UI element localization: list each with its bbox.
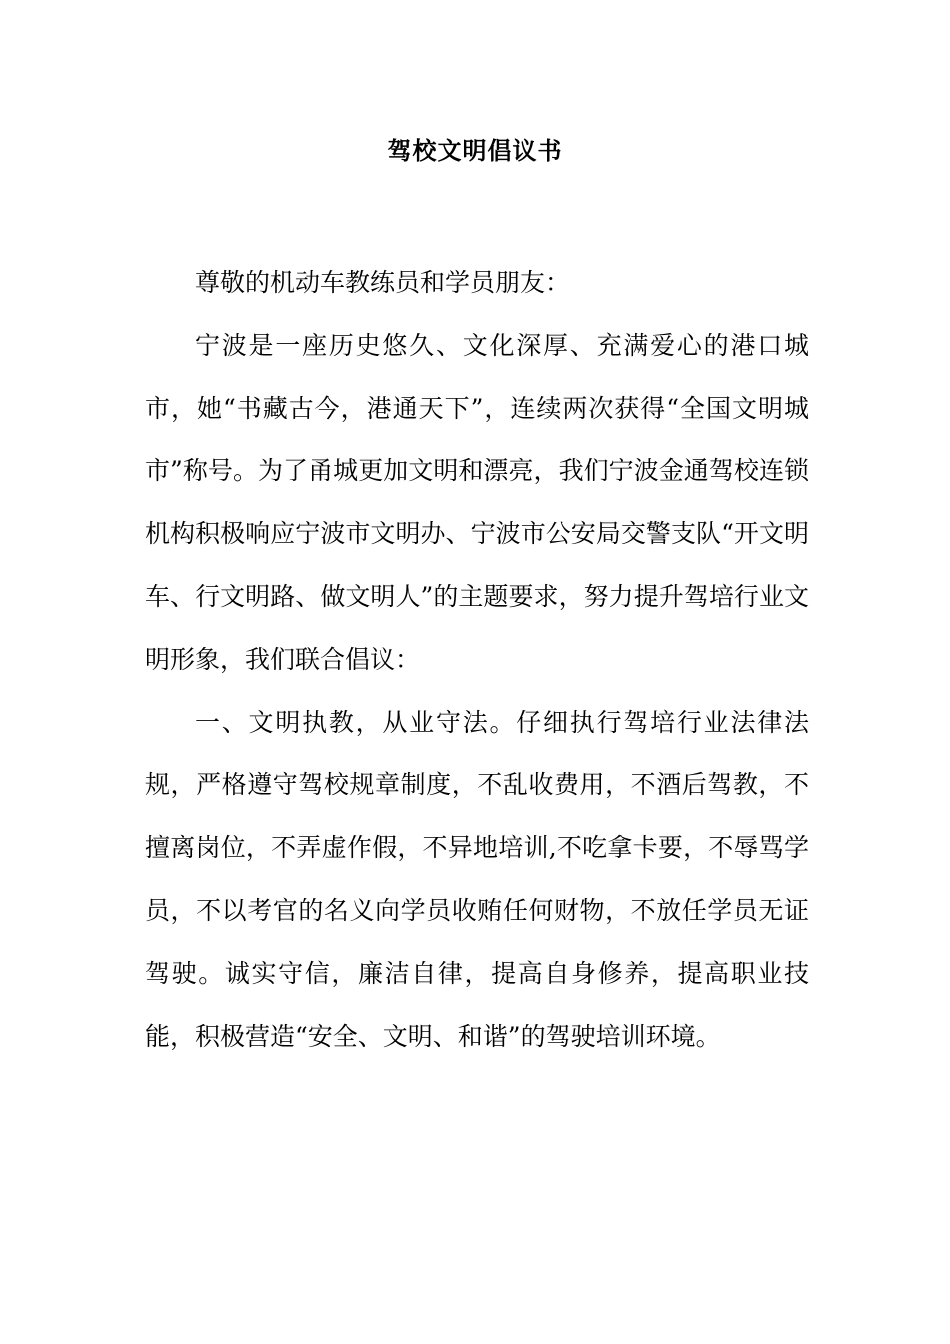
document-title: 驾校文明倡议书: [387, 136, 563, 165]
document-body: [145, 252, 809, 1068]
salutation: 尊敬的机动车教练员和学员朋友：: [195, 268, 571, 297]
paragraph-intro: 宁波是一座历史悠久、文化深厚、充满爱心的港口城市，她“书藏古今，港通天下”，连续两次获得“全国文明城市”称号。为了甬城更加文明和漂亮，我们宁波金通驾校连锁机构积极响应宁波市文明办、宁波市公安局交警支队“开文明车、行文明路、做文明人”的主题要求，努力提升驾培行业文明形象，我们联合倡议：: [145, 330, 809, 674]
paragraph-point-one: 一、文明执教，从业守法。仔细执行驾培行业法律法规，严格遵守驾校规章制度，不乱收费用，不酒后驾教，不擅离岗位，不弄虚作假，不异地培训,不吃拿卡要，不辱骂学员，不以考官的名义向学员收贿任何财物，不放任学员无证驾驶。诚实守信，廉洁自律，提高自身修养，提高职业技能，积极营造“安全、文明、和谐”的驾驶培训环境。: [145, 707, 809, 1051]
